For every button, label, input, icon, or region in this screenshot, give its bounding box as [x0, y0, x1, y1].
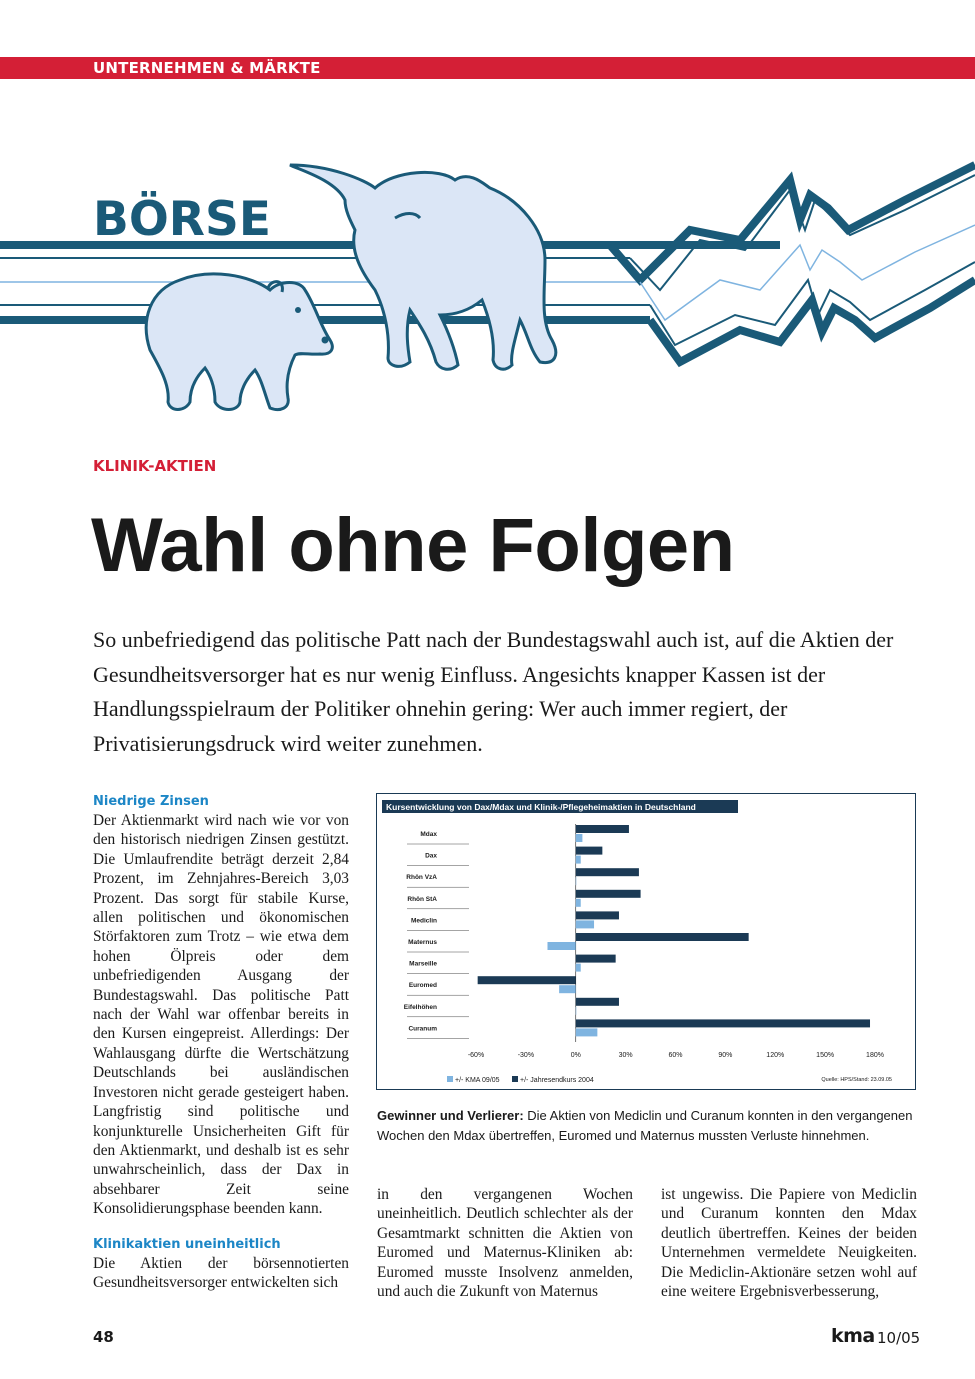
bar-kma — [576, 1007, 577, 1015]
page-number: 48 — [93, 1328, 114, 1346]
chart-caption — [377, 1106, 917, 1146]
category-label: Euromed — [408, 982, 437, 990]
article-kicker: KLINIK-AKTIEN — [93, 457, 217, 475]
chart-legend — [447, 1076, 594, 1084]
chart-svg — [377, 794, 915, 1089]
bar-jahresendkurs — [576, 955, 616, 963]
body-paragraph-1: Der Aktienmarkt wird nach wie vor von den historisch niedrigen Zinsen gestützt. Die Umlaufrendite beträgt derzeit 2,84 Prozent, im Zehnjahres-Bereich 3,03 Prozent. Das sorgt für stabile Kurse, allen politischen und ökonomischen Störfaktoren zum Trotz – wie etwa dem hohen Ölpreis oder dem unbefriedigenden Ausgang der Bundestagswahl. Das politische Patt nach der Wahl war offenbar bereits in den Kursen eingepreist. Allerdings: Der Wahlausgang dürfte die Wertschätzung Deutschlands bei ausländischen Investoren nicht gerade gesteigert haben. Langfristig sind politische und konjunkturelle Unsicherheiten Gift für den Aktienmarkt, und deshalb ist es sehr unwahrscheinlich, dass der Dax in absehbarer Zeit seine Konsolidierungsphase beenden kann. — [93, 812, 349, 1218]
body-paragraph-3: in den vergangenen Wochen uneinheitlich. Deutlich schlechter als der Gesamtmarkt schnitten die Aktien von Euromed und Maternus-Kliniken ab: Euromed musste Insolvenz anmelden, und auch die Zukunft von Maternus — [377, 1186, 633, 1301]
bar-kma — [576, 899, 581, 907]
bar-kma — [559, 985, 576, 993]
bar-jahresendkurs — [478, 976, 576, 984]
bar-chart — [376, 793, 916, 1090]
category-label: Eifelhöhen — [403, 1003, 437, 1011]
legend-swatch — [512, 1076, 518, 1082]
category-label: Rhön VzA — [406, 874, 437, 882]
rubric-title: BÖRSE — [93, 192, 271, 247]
x-tick-label: 60% — [668, 1052, 683, 1059]
bar-jahresendkurs — [576, 847, 603, 855]
text-column-2 — [377, 1185, 633, 1301]
chart-source: Quelle: HPS/Stand: 23.09.05 — [821, 1077, 892, 1083]
x-tick-label: 0% — [570, 1052, 581, 1059]
legend-swatch — [447, 1076, 453, 1082]
bar-kma — [576, 1028, 598, 1036]
section-label: UNTERNEHMEN & MÄRKTE — [93, 59, 321, 77]
x-tick-label: -60% — [467, 1052, 485, 1059]
x-tick-label: 150% — [816, 1052, 835, 1059]
category-label: Mdax — [420, 831, 437, 838]
bar-jahresendkurs — [576, 933, 749, 941]
subhead-niedrige-zinsen: Niedrige Zinsen — [93, 794, 209, 809]
category-label: Mediclin — [410, 917, 437, 925]
bar-jahresendkurs — [576, 998, 619, 1006]
article-headline: Wahl ohne Folgen — [91, 503, 735, 588]
issue-number: 10/05 — [877, 1329, 921, 1347]
x-tick-label: 90% — [718, 1052, 733, 1059]
bar-kma — [576, 856, 581, 864]
chart-plot — [404, 824, 884, 1059]
x-tick-label: 120% — [766, 1052, 785, 1059]
x-tick-label: -30% — [517, 1052, 535, 1059]
x-tick-label: 180% — [866, 1052, 884, 1059]
bar-jahresendkurs — [576, 825, 629, 833]
text-column-3 — [661, 1185, 917, 1301]
chart-title: Kursentwicklung von Dax/Mdax und Klinik-/Pflegeheimaktien in Deutschland — [386, 802, 696, 812]
category-label: Dax — [425, 852, 437, 860]
caption-text: Die Aktien von Mediclin und Curanum konnten in den vergangenen Wochen den Mdax übertreffen, Euromed und Maternus mussten Verluste hinnehmen. — [377, 1108, 913, 1143]
category-label: Curanum — [408, 1025, 437, 1033]
legend-label: +/- Jahresendkurs 2004 — [520, 1077, 594, 1084]
bar-jahresendkurs — [576, 911, 619, 919]
magazine-logo: kma — [831, 1325, 875, 1347]
bar-jahresendkurs — [576, 868, 639, 876]
bar-kma — [576, 877, 577, 885]
subhead-klinikaktien: Klinikaktien uneinheitlich — [93, 1236, 281, 1252]
caption-lead: Gewinner und Verlierer: — [377, 1108, 524, 1123]
category-label: Maternus — [408, 939, 437, 946]
bar-kma — [576, 920, 594, 928]
legend-label: +/- KMA 09/05 — [455, 1077, 500, 1084]
bar-kma — [547, 942, 575, 950]
bar-jahresendkurs — [576, 890, 641, 898]
text-column-1 — [93, 792, 349, 1292]
x-tick-label: 30% — [618, 1052, 633, 1059]
article-lead: So unbefriedigend das politische Patt nach der Bundestagswahl auch ist, auf die Aktien der Gesundheitsversorger hat es nur wenig Einfluss. Angesichts knapper Kassen ist der Handlungsspielraum der Politiker ohnehin gering: Wer auch immer regiert, der Privatisierungsdruck wird weiter zunehmen. — [93, 627, 894, 756]
bear-illustration — [146, 274, 332, 410]
body-paragraph-4: ist ungewiss. Die Papiere von Mediclin und Curanum konnten den Mdax deutlich übertreffen. Keines der beiden Unternehmen vermeldete Neuigkeiten. Die Mediclin-Aktionäre setzen wohl auf eine weitere Ergebnisverbesserung, — [661, 1186, 917, 1301]
body-paragraph-2: Die Aktien der börsennotierten Gesundheitsversorger entwickelten sich — [93, 1254, 349, 1291]
category-label: Rhön StA — [407, 895, 437, 903]
bar-jahresendkurs — [576, 1019, 870, 1027]
bar-kma — [576, 964, 581, 972]
category-label: Marseille — [409, 960, 437, 968]
hero-illustration — [0, 140, 975, 460]
bar-kma — [576, 834, 583, 842]
